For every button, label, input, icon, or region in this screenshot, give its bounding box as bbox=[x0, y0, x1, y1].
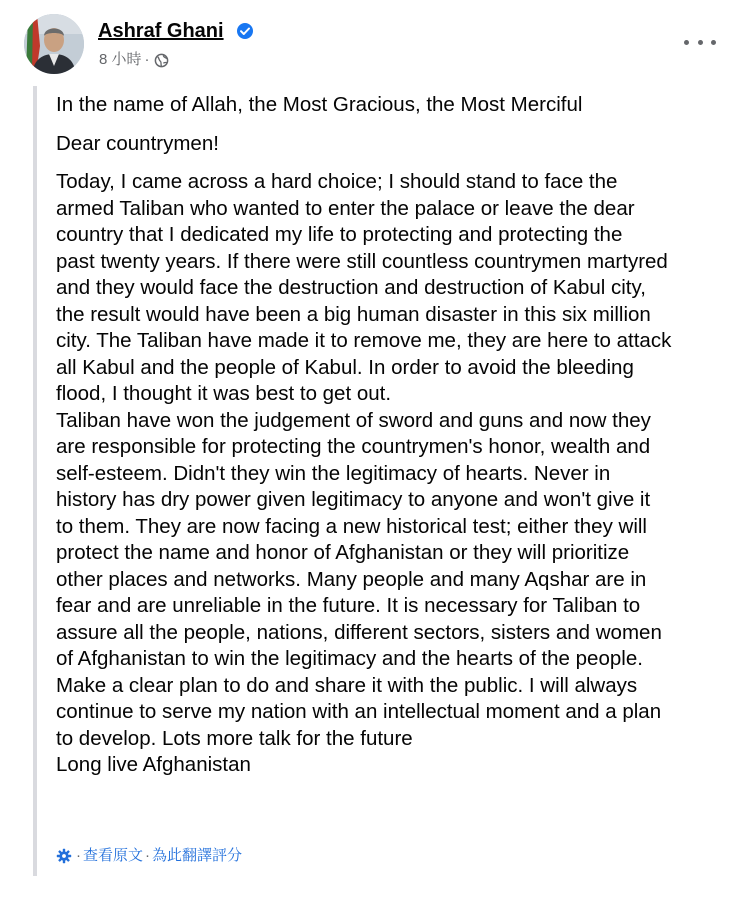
post-paragraph: Dear countrymen! bbox=[56, 131, 219, 155]
post-line: armed Taliban who wanted to enter the palace or leave the dear bbox=[56, 196, 635, 220]
see-original-link[interactable]: 查看原文 bbox=[83, 847, 144, 864]
post-line: to develop. Lots more talk for the future bbox=[56, 726, 413, 750]
avatar-image bbox=[24, 14, 84, 74]
post-line: city. The Taliban have made it to remove me, they are here to attack bbox=[56, 329, 672, 352]
more-dot bbox=[684, 40, 689, 45]
gear-icon[interactable] bbox=[56, 848, 72, 864]
post-line: Make a clear plan to do and share it with the public. I will always bbox=[56, 673, 638, 697]
meta-separator: · bbox=[144, 51, 150, 68]
post-line: Today, I came across a hard choice; I should stand to face the bbox=[56, 170, 618, 193]
translation-separator: · bbox=[145, 847, 151, 864]
post-line: history has dry power given legitimacy to anyone and won't give it bbox=[56, 488, 651, 511]
post-line: other places and networks. Many people and many Aqshar are in bbox=[56, 567, 647, 591]
post-timestamp[interactable]: 8 小時 bbox=[99, 51, 142, 68]
post-line: Taliban have won the judgement of sword and guns and now they bbox=[56, 408, 651, 432]
post-line: self-esteem. Didn't they win the legitimacy of hearts. Never in bbox=[56, 461, 611, 485]
post-meta bbox=[99, 50, 169, 70]
post-line: country that I dedicated my life to protecting and protecting the bbox=[56, 223, 623, 246]
translation-bar bbox=[56, 846, 242, 866]
post-paragraph-main bbox=[56, 169, 746, 779]
translation-separator: · bbox=[76, 847, 81, 864]
author-avatar[interactable] bbox=[24, 14, 84, 74]
post-line: the result would have been a big human disaster in this six million bbox=[56, 302, 651, 326]
rate-translation-link[interactable]: 為此翻譯評分 bbox=[152, 847, 243, 864]
more-dot bbox=[698, 40, 703, 45]
post-paragraph: In the name of Allah, the Most Gracious, the Most Merciful bbox=[56, 93, 583, 116]
more-options-icon[interactable] bbox=[684, 32, 716, 52]
author-name[interactable]: Ashraf Ghani bbox=[98, 20, 224, 42]
post-line: protect the name and honor of Afghanistan or they will prioritize bbox=[56, 541, 630, 564]
post-line: flood, I thought it was best to get out. bbox=[56, 382, 392, 405]
post-line: all Kabul and the people of Kabul. In order to avoid the bleeding bbox=[56, 355, 634, 379]
post-line: fear and are unreliable in the future. It is necessary for Taliban to bbox=[56, 594, 641, 617]
post-line: and they would face the destruction and destruction of Kabul city, bbox=[56, 276, 646, 299]
post-line: past twenty years. If there were still countless countrymen martyred bbox=[56, 249, 668, 273]
verified-badge-icon bbox=[236, 22, 254, 40]
post-line: are responsible for protecting the countrymen's honor, wealth and bbox=[56, 435, 651, 458]
post-body bbox=[56, 92, 746, 791]
post-line: to them. They are now facing a new historical test; either they will bbox=[56, 514, 647, 538]
globe-icon[interactable] bbox=[154, 53, 169, 68]
post-line: Long live Afghanistan bbox=[56, 753, 251, 776]
post-line: assure all the people, nations, different sectors, sisters and women bbox=[56, 620, 662, 644]
more-dot bbox=[711, 40, 716, 45]
post-line: of Afghanistan to win the legitimacy and the hearts of the people. bbox=[56, 647, 643, 670]
post-line: continue to serve my nation with an intellectual moment and a plan bbox=[56, 700, 662, 723]
quote-bar bbox=[33, 86, 37, 876]
